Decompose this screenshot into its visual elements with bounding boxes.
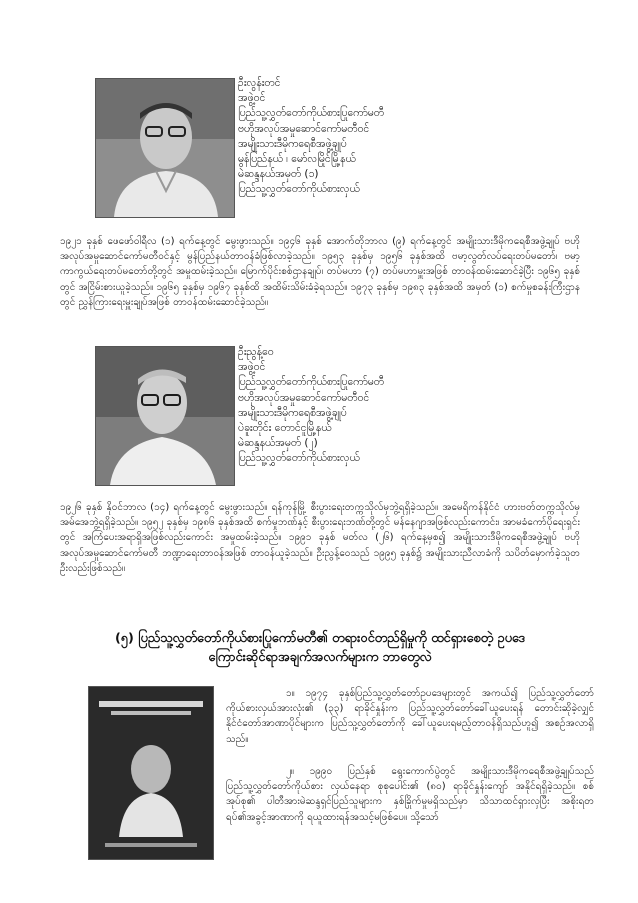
section-paragraph-1 (226, 686, 594, 764)
biography-2: ၁၉၂၆ ခုနှစ် နိုဝင်ဘာလ (၁၄) ရက်နေ့တွင် မွေးဖွားသည်။ ရန်ကုန်မြို့ စီးပွားရေးတက္ကသိုလ်မှဘွဲ့ရရှိခဲ့သည်။ အမေရိကန်နိုင်ငံ ဟားဗတ်တက္ကသိုလ်မှ အမ်အေဘွဲ့ရရှိခဲ့သည်။ ၁၉၅၂ ခုနှစ်မှ ၁၉၈၆ ခုနှစ်အထိ စက်မှုဘဏ်နှင့် စီးပွားရေးဘဏ်တို့တွင် မန်နေဂျာအဖြစ်လည်းကောင်း၊ အာမခံကော်ပိုရေးရှင်းတွင် အကြံပေးအရာရှိအဖြစ်လည်းကောင်း အမှုထမ်းခဲ့သည်။ ၁၉၉၁ ခုနှစ် မတ်လ (၂၆) ရက်နေ့မှစ၍ အမျိုးသားဒီမိုကရေစီအဖွဲ့ချုပ် ဗဟိုအလုပ်အမှုဆောင်ကော်မတီ ဘဏ္ဍာရေးတာဝန်အဖြစ် တာဝန်ယူခဲ့သည်။ ဦးညွန့်ဝေသည် ၁၉၉၅ ခုနှစ်၌ အမျိုးသားညီလာခံကို သပိတ်မှောက်ခဲ့သူတဦးလည်းဖြစ်သည်။ (60, 502, 580, 574)
document-cover-image (89, 687, 213, 859)
profile-1-line: ဗဟိုအလုပ်အမှုဆောင်ကော်မတီဝင် (238, 122, 370, 135)
section-heading-line-2: ကြောင်းဆိုင်ရာအချက်အလက်များက ဘာတွေလဲ (208, 650, 432, 665)
profile-2-line: ပဲခူးတိုင်း တောင်ငူမြို့နယ် (238, 422, 332, 435)
profile-2-info (238, 345, 384, 467)
section-paragraph-1-text: ၁။ ၁၉၇၄ ခုနှစ်ပြည်သူ့လွှတ်တော်ဥပဒေများတွင် အကယ်၍ ပြည်သူ့လွှတ်တော်ကိုယ်စားလှယ်အားလုံး၏ (၃၃) ရာခိုင်နှုန်းက ပြည်သူ့လွှတ်တော်ခေါ်ယူပေးရန် တောင်းဆိုခဲ့လျှင် နိုင်ငံတော်အာဏာပိုင်များက ပြည်သူ့လွှတ်တော်ကို ခေါ်ယူပေးရမည့်တာဝန်ရှိသည်ဟူ၍ အစဉ်အလာရှိသည်။ (226, 688, 594, 745)
profile-1-line: မွန်ပြည်နယ် ၊ မော်လမြိုင်မြို့နယ် (238, 153, 356, 166)
profile-2-line: ဗဟိုအလုပ်အမှုဆောင်ကော်မတီဝင် (238, 391, 370, 404)
document-cover-photo (88, 686, 214, 860)
profile-1-line: ပြည်သူ့လွှတ်တော်ကိုယ်စားပြုကော်မတီ (238, 107, 384, 120)
profile-1-line: ဦးလွန်းတင် (238, 77, 281, 89)
profile-2-line: အဖွဲ့ဝင် (238, 361, 266, 374)
section-paragraph-2 (226, 764, 594, 858)
profile-1-line: အမျိုးသားဒီမိုကရေစီအဖွဲ့ချုပ် (238, 137, 347, 150)
portrait-photo-2 (95, 346, 235, 486)
profile-2-line: ပြည်သူ့လွှတ်တော်ကိုယ်စားပြုကော်မတီ (238, 376, 384, 389)
profile-1-line: အဖွဲ့ဝင် (238, 92, 266, 105)
profile-1-line: မဲဆန္ဒနယ်အမှတ် (၁) (238, 168, 319, 181)
profile-1-info (238, 76, 384, 198)
portrait-1-image (96, 79, 234, 217)
profile-2-line: ဦးညွန့်ဝေ (238, 346, 274, 358)
section-heading (60, 629, 580, 667)
section-heading-line-1: (၅) ပြည်သူ့လွှတ်တော်ကိုယ်စားပြုကော်မတီ၏ တရားဝင်တည်ရှိမှုကို ထင်ရှားစေတဲ့ ဥပဒေ (114, 631, 526, 646)
profile-2-line: ပြည်သူ့လွှတ်တော်ကိုယ်စားလှယ် (238, 452, 360, 465)
profile-2-line: အမျိုးသားဒီမိုကရေစီအဖွဲ့ချုပ် (238, 406, 347, 419)
profile-1-line: ပြည်သူ့လွှတ်တော်ကိုယ်စားလှယ် (238, 183, 360, 196)
section-paragraph-2-text: ၂။ ၁၉၉၀ ပြည်နှစ် ရွေးကောက်ပွဲတွင် အမျိုးသားဒီမိုကရေစီအဖွဲ့ချုပ်သည် ပြည်သူ့လွှတ်တော်ကိုယ်စား လှယ်နေရာ စုစုပေါင်း၏ (၈၀) ရာခိုင်နှုန်းကျော် အနိုင်ရရှိခဲ့သည်။ စစ်အုပ်စု၏ ပါတီအားမဲဆန္ဒရှင်ပြည်သူများက နှစ်ခြိုက်မှုမရှိသည်မှာ သိသာထင်ရှားလှပြီး အစိုးရတရပ်၏အခွင့်အာဏာကို ရယူထားရန်အသင့်မဖြစ်ပေ။ သို့သော် (226, 766, 594, 823)
portrait-2-image (96, 347, 234, 485)
profile-2-line: မဲဆန္ဒနယ်အမှတ် (၂) (238, 437, 318, 450)
portrait-photo-1 (95, 78, 235, 218)
biography-1: ၁၉၂၁ ခုနှစ် ဖေဖော်ဝါရီလ (၁) ရက်နေ့တွင် မွေးဖွားသည်။ ၁၉၄၆ ခုနှစ် အောက်တိုဘာလ (၉) ရက်နေ့တွင် အမျိုးသားဒီမိုကရေစီအဖွဲ့ချုပ် ဗဟိုအလုပ်အမှုဆောင်ကော်မတီဝင်နှင့် မွန်ပြည်နယ်တာဝန်ခံဖြစ်လာခဲ့သည်။ ၁၉၅၃ ခုနှစ်မှ ၁၉၅၆ ခုနှစ်အထိ ဗမာ့လွတ်လပ်ရေးတပ်မတော်၊ ဗမာ့ကာကွယ်ရေးတပ်မတော်တို့တွင် အမှုထမ်းခဲ့သည်။ မြောက်ပိုင်းစစ်ဌာနချုပ်၊ တပ်မဟာ (၇) တပ်မဟာမှူးအဖြစ် တာဝန်ထမ်းဆောင်ခဲ့ပြီး ၁၉၆၅ ခုနှစ်တွင် အငြိမ်းစားယူခဲ့သည်။ ၁၉၆၅ ခုနှစ်မှ ၁၉၆၇ ခုနှစ်ထိ အထိမ်းသိမ်းခံခဲ့ရသည်။ ၁၉၇၃ ခုနှစ်မှ ၁၉၈၃ ခုနှစ်အထိ အမှတ် (၁) စက်မှုစခန်းကြီးဌာနတွင် ညွှန်ကြားရေးမှူးချုပ်အဖြစ် တာဝန်ထမ်းဆောင်ခဲ့သည်။ (60, 236, 580, 308)
